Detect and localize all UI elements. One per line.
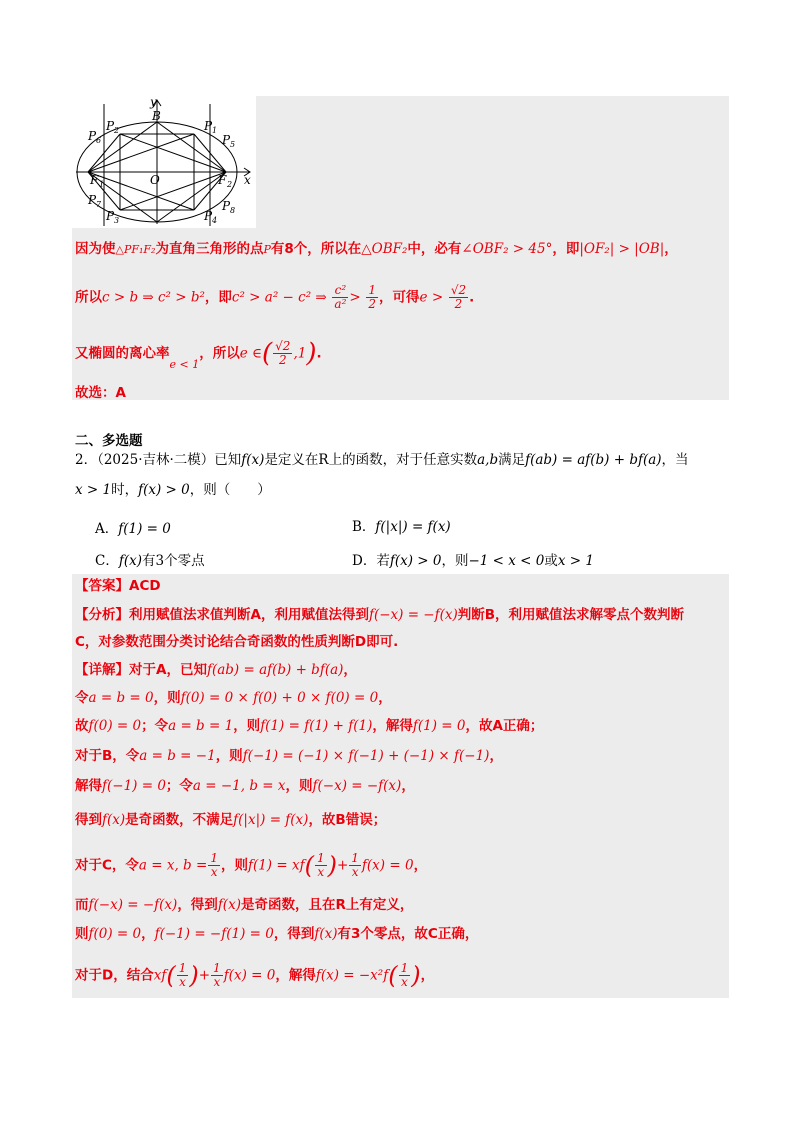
label-y: y <box>150 96 157 109</box>
svg-text:1: 1 <box>212 126 218 135</box>
svg-text:4: 4 <box>212 216 218 225</box>
detail-line-10: 对于D，结合xf( $\frac{1}{x}$ )+ $\frac{1}{x}$ f(x) = 0，解得f(x) = −x²f( $\frac{1}{x}$ )， <box>75 961 435 990</box>
detail-line-5: 解得f(−1) = 0；令a = −1, b = x，则f(−x) = −f(x)， <box>75 778 415 794</box>
option-d: D．若f(x) > 0，则−1 < x < 0或x > 1 <box>352 553 594 569</box>
solution-line-3: 又椭圆的离心率$_{e < 1}$，所以e ∈( $\frac{√2}{2}$ ,1). <box>75 338 322 371</box>
label-p6: P <box>88 129 97 143</box>
detail-line-7: 对于C，令a = x, b = $\frac{1}{x}$ ，则f(1) = xf( $\frac{1}{x}$ )+ $\frac{1}{x}$ f(x) = 0， <box>75 851 428 880</box>
detail-line-2: 令a = b = 0，则f(0) = 0 × f(0) + 0 × f(0) = 0， <box>75 690 392 706</box>
detail-line-9: 则f(0) = 0，f(−1) = −f(1) = 0，得到f(x)有3个零点，故C正确， <box>75 926 479 942</box>
detail-line-3: 故f(0) = 0；令a = b = 1，则f(1) = f(1) + f(1)，解得f(1) = 0，故A正确； <box>75 718 544 734</box>
detail-line-1: 【详解】对于A，已知f(ab) = af(b) + bf(a)， <box>75 662 357 678</box>
label-x: x <box>244 173 251 187</box>
solution-line-2: 所以c > b ⇒ c² > b²，即c² > a² − c² ⇒ $\frac{\text{c²}}{\text{a²}}$ > $\frac{1}{2}$ ，可得e > $\frac{√2}{2}$ . <box>75 283 475 311</box>
analysis-line-2: C，对参数范围分类讨论结合奇函数的性质判断D即可. <box>75 634 399 650</box>
solution-shade <box>255 96 729 228</box>
section-title: 二、多选题 <box>75 433 143 449</box>
question-line-1: 2．（2025·吉林·二模）已知f(x)是定义在R上的函数，对于任意实数a,b满足f(ab) = af(b) + bf(a)，当 <box>75 452 689 468</box>
label-o: O <box>150 173 160 187</box>
svg-text:2: 2 <box>227 180 233 189</box>
ellipse-figure <box>72 96 256 228</box>
label-p7: P <box>88 193 97 207</box>
question-line-2: x > 1时，f(x) > 0，则（ ） <box>75 482 271 498</box>
label-f1: F <box>90 173 99 187</box>
svg-text:5: 5 <box>230 140 236 149</box>
label-p5: P <box>222 133 231 147</box>
svg-text:8: 8 <box>230 206 236 215</box>
label-f2: F <box>218 173 227 187</box>
analysis-line-1: 【分析】利用赋值法求值判断A，利用赋值法得到f(−x) = −f(x)判断B，利用赋值法求解零点个数判断 <box>75 607 685 623</box>
option-a: A．f(1) = 0 <box>95 521 171 537</box>
answer-line: 【答案】ACD <box>75 578 161 594</box>
svg-text:6: 6 <box>96 136 102 145</box>
solution-line-1: 因为使△PF₁F₂为直角三角形的点P有8个，所以在△OBF₂中，必有∠OBF₂ > 45°，即|OF₂| > |OB|， <box>75 241 678 257</box>
label-b: B <box>152 109 161 123</box>
option-c: C．f(x)有3个零点 <box>95 553 205 569</box>
detail-line-8: 而f(−x) = −f(x)，得到f(x)是奇函数，且在R上有定义， <box>75 897 414 913</box>
label-p3: P <box>106 209 115 223</box>
svg-text:3: 3 <box>114 216 120 225</box>
detail-line-6: 得到f(x)是奇函数，不满足f(|x|) = f(x)，故B错误； <box>75 812 387 828</box>
label-p8: P <box>222 199 231 213</box>
svg-text:2: 2 <box>114 126 120 135</box>
label-p2: P <box>106 119 115 133</box>
detail-line-4: 对于B，令a = b = −1，则f(−1) = (−1) × f(−1) + (−1) × f(−1)， <box>75 748 503 764</box>
answer-choice: 故选：A <box>75 385 126 401</box>
svg-text:1: 1 <box>99 180 105 189</box>
option-b: B．f(|x|) = f(x) <box>352 519 451 535</box>
svg-text:7: 7 <box>96 200 102 209</box>
label-p1: P <box>204 119 213 133</box>
label-p4: P <box>204 209 213 223</box>
